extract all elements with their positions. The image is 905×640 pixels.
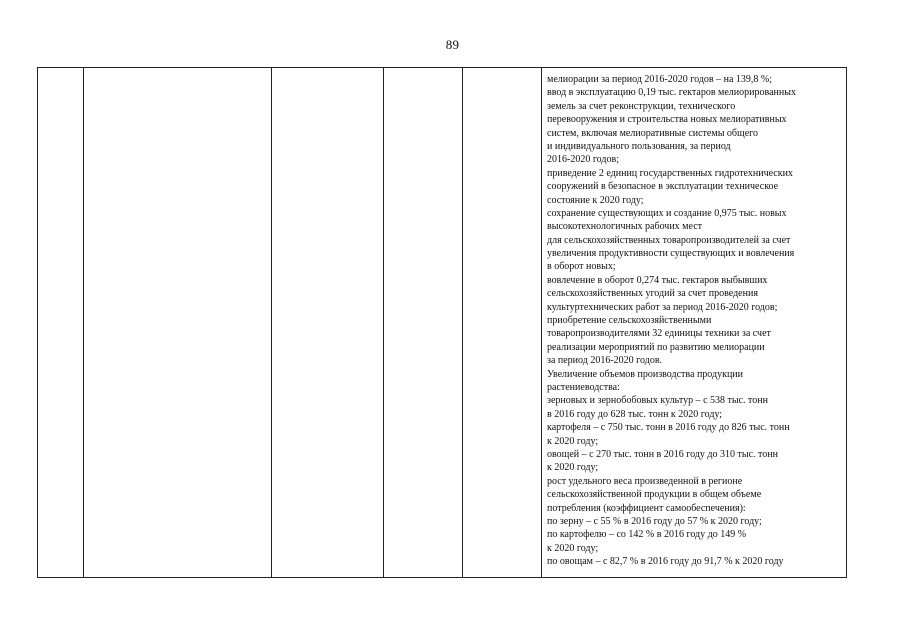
text-line: 2016-2020 годов;	[547, 154, 619, 166]
text-line: овощей – с 270 тыс. тонн в 2016 году до 310 тыс. тонн	[547, 448, 778, 460]
text-line: приобретение сельскохозяйственными	[547, 315, 712, 327]
text-line: сельскохозяйственных угодий за счет проведения	[547, 288, 758, 300]
text-line: приведение 2 единиц государственных гидротехнических	[547, 167, 793, 179]
column-divider	[271, 68, 272, 577]
column-divider	[83, 68, 84, 577]
text-line: сооружений в безопасное в эксплуатации техническое	[547, 181, 779, 193]
text-line: к 2020 году;	[547, 462, 599, 474]
text-line: по зерну – с 55 % в 2016 году до 57 % к 2020 году;	[547, 515, 762, 527]
text-line: для сельскохозяйственных товаропроизводителей за счет	[547, 234, 791, 246]
page-number: 89	[445, 37, 460, 52]
text-line: в 2016 году до 628 тыс. тонн к 2020 году;	[547, 408, 723, 420]
text-line: к 2020 году;	[547, 542, 599, 554]
text-line: рост удельного веса произведенной в регионе	[547, 475, 743, 487]
text-line: культуртехнических работ за период 2016-2020 годов;	[547, 301, 778, 313]
text-line: за период 2016-2020 годов.	[547, 355, 663, 367]
text-line: потребления (коэффициент самообеспечения):	[547, 502, 746, 514]
column-divider	[541, 68, 542, 577]
text-line: товаропроизводителями 32 единицы техники за счет	[547, 328, 771, 340]
text-line: реализации мероприятий по развитию мелиорации	[547, 341, 765, 353]
text-line: сохранение существующих и создание 0,975 тыс. новых	[547, 207, 787, 219]
text-line: мелиорации за период 2016-2020 годов – на 139,8 %;	[547, 74, 773, 85]
text-line: увеличения продуктивности существующих и вовлечения	[547, 248, 795, 260]
text-line: Увеличение объемов производства продукции	[547, 368, 744, 380]
text-line: вовлечение в оборот 0,274 тыс. гектаров выбывших	[547, 274, 768, 286]
table-cell-expected-results	[547, 73, 843, 568]
text-line: систем, включая мелиоративные системы общего	[547, 127, 758, 139]
text-line: состояние к 2020 году;	[547, 194, 644, 206]
text-line: перевооружения и строительства новых мелиоративных	[547, 114, 787, 126]
text-line: зерновых и зернобобовых культур – с 538 тыс. тонн	[547, 395, 768, 407]
text-line: сельскохозяйственной продукции в общем объеме	[547, 489, 762, 501]
text-line: по картофелю – со 142 % в 2016 году до 149 %	[547, 529, 747, 541]
text-line: к 2020 году;	[547, 435, 599, 447]
text-line: растениеводства:	[547, 381, 620, 393]
text-line: в оборот новых;	[547, 261, 616, 273]
text-line: земель за счет реконструкции, технического	[547, 100, 736, 112]
text-line: высокотехнологичных рабочих мест	[547, 221, 703, 233]
column-divider	[462, 68, 463, 577]
text-line: ввод в эксплуатацию 0,19 тыс. гектаров мелиорированных	[547, 87, 796, 99]
text-line: картофеля – с 750 тыс. тонн в 2016 году до 826 тыс. тонн	[547, 422, 790, 434]
column-divider	[383, 68, 384, 577]
text-line: и индивидуального пользования, за период	[547, 140, 731, 152]
document-table	[37, 67, 847, 578]
text-line: по овощам – с 82,7 % в 2016 году до 91,7 % к 2020 году	[547, 556, 784, 568]
